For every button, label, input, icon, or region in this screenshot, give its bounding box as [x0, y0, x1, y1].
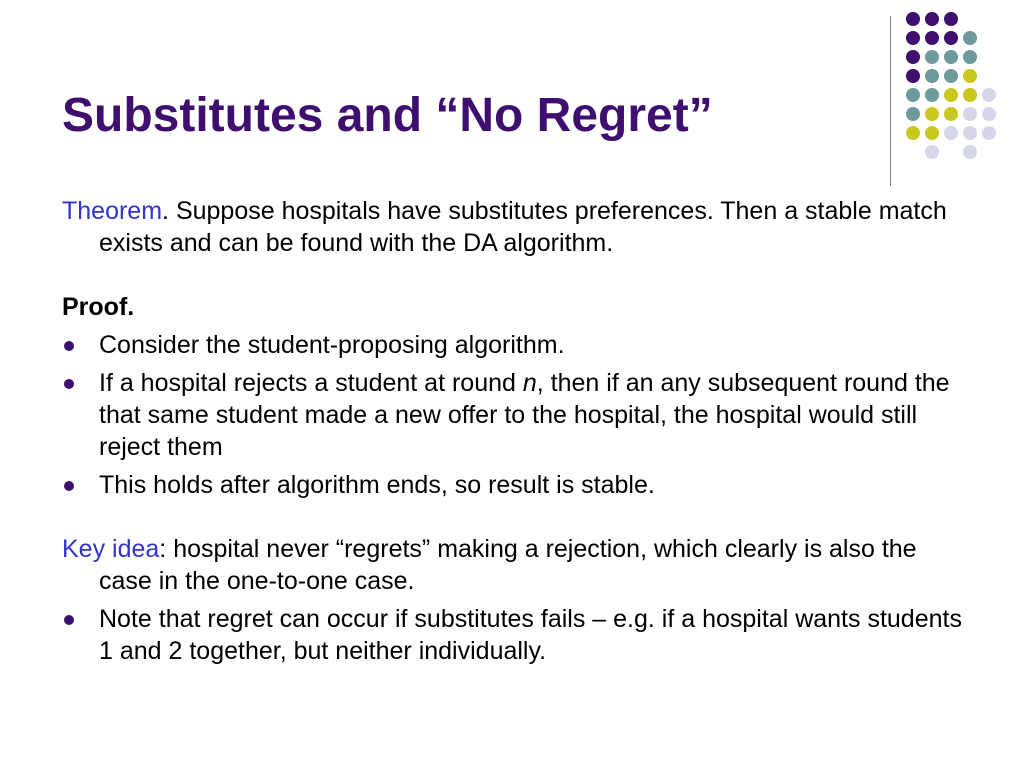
proof-bullet-2	[62, 367, 962, 463]
slide-body	[62, 195, 962, 667]
decorative-dot	[963, 31, 977, 45]
decorative-dot	[944, 12, 958, 26]
bullet-dot-icon	[64, 341, 74, 351]
decorative-dot	[906, 126, 920, 140]
proof-bullet-2-italic: n	[522, 369, 537, 397]
bullet-dot-icon	[64, 379, 74, 389]
decorative-dot	[925, 126, 939, 140]
decorative-dot	[944, 126, 958, 140]
slide-title: Substitutes and “No Regret”	[62, 89, 713, 142]
bullet-dot-icon	[64, 481, 74, 491]
decorative-dot	[925, 145, 939, 159]
decorative-dot	[944, 69, 958, 83]
theorem-paragraph	[62, 195, 962, 259]
vertical-divider	[890, 16, 891, 186]
key-idea-paragraph	[62, 533, 962, 597]
bullet-dot-icon	[64, 615, 74, 625]
decorative-dot	[982, 107, 996, 121]
decorative-dot	[963, 69, 977, 83]
decorative-dot	[925, 12, 939, 26]
decorative-dot	[982, 88, 996, 102]
decorative-dot	[906, 88, 920, 102]
decorative-dot	[925, 88, 939, 102]
decorative-dot	[963, 145, 977, 159]
decorative-dot	[906, 50, 920, 64]
note-bullet-text: Note that regret can occur if substitutes fails – e.g. if a hospital wants students 1 and 2 together, but neither individually.	[99, 605, 962, 665]
decorative-dot	[906, 31, 920, 45]
decorative-dot	[906, 12, 920, 26]
decorative-dot	[982, 126, 996, 140]
decorative-dot	[944, 107, 958, 121]
decorative-dot	[906, 69, 920, 83]
decorative-dot	[925, 50, 939, 64]
proof-bullet-2-text-before: If a hospital rejects a student at round	[99, 369, 523, 397]
proof-heading: Proof.	[62, 293, 135, 321]
decorative-dot	[963, 50, 977, 64]
key-idea-text: : hospital never “regrets” making a rejection, which clearly is also the case in the one-to-one case.	[99, 535, 917, 595]
proof-bullet-2-text-after: , then if an any subsequent round the that same student made a new offer to the hospital, the hospital would still reject them	[99, 369, 950, 461]
theorem-label: Theorem	[62, 197, 163, 225]
proof-bullet-3-text: This holds after algorithm ends, so result is stable.	[99, 471, 655, 499]
decorative-dot	[925, 107, 939, 121]
decorative-dot	[944, 31, 958, 45]
proof-bullet-1-text: Consider the student-proposing algorithm.	[99, 331, 565, 359]
key-idea-label: Key idea	[62, 535, 160, 563]
decorative-dot	[925, 31, 939, 45]
note-bullet	[62, 603, 962, 667]
decorative-dot	[963, 107, 977, 121]
decorative-dot-grid	[900, 12, 1010, 164]
decorative-dot	[944, 88, 958, 102]
proof-bullet-1	[62, 329, 962, 361]
theorem-text: . Suppose hospitals have substitutes preferences. Then a stable match exists and can be found with the DA algorithm.	[99, 197, 947, 257]
decorative-dot	[906, 107, 920, 121]
decorative-dot	[925, 69, 939, 83]
proof-bullet-3	[62, 469, 962, 501]
decorative-dot	[944, 50, 958, 64]
decorative-dot	[963, 126, 977, 140]
decorative-dot	[963, 88, 977, 102]
